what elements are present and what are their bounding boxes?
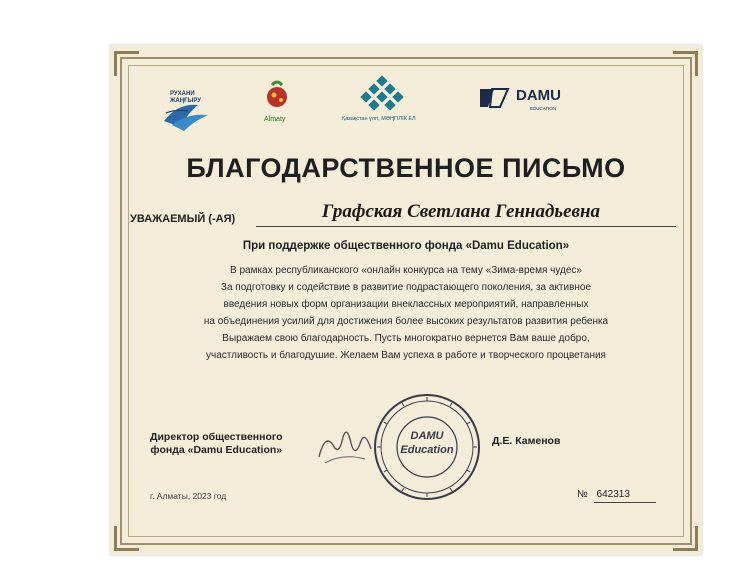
number-value: 642313 xyxy=(596,489,630,500)
body-line: введения новых форм организации внеклассных мероприятий, направленных xyxy=(223,299,589,310)
almaty-logo xyxy=(262,79,292,123)
stamp-line1: DAMU xyxy=(410,430,444,442)
kazakhstan-text: Қазақстан үлгі, МӘҢГІЛІК ЕЛ xyxy=(342,116,416,122)
body-line: участливость и благодушие. Желаем Вам успеха в работе и творческого процветания xyxy=(206,350,606,361)
number-symbol: № xyxy=(577,489,588,500)
city-year: г. Алматы, 2023 год xyxy=(150,491,227,501)
damu-sub: EDUCATION xyxy=(530,106,557,111)
damu-logo-icon xyxy=(478,85,512,111)
corner-ornament xyxy=(673,526,698,551)
corner-ornament xyxy=(114,526,139,551)
signature-icon xyxy=(315,423,375,469)
director-title xyxy=(150,431,283,457)
rukhani-logo xyxy=(158,83,216,138)
damu-logo xyxy=(478,85,561,116)
certificate-title: БЛАГОДАРСТВЕННОЕ ПИСЬМО xyxy=(186,153,626,183)
kazakhstan-logo xyxy=(342,75,416,122)
support-line: При поддержке общественного фонда «Damu Education» xyxy=(242,240,570,252)
signer-name: Д.Е. Каменов xyxy=(492,435,561,447)
body-line: В рамках республиканского «онлайн конкурса на тему «Зима-время чудес» xyxy=(230,265,582,276)
body-line: За подготовку и содействие в развитие подрастающего поколения, за активное xyxy=(220,282,592,293)
certificate-number xyxy=(577,489,630,500)
director-line1: Директор общественного xyxy=(150,431,283,443)
almaty-emblem-icon xyxy=(262,79,292,115)
official-stamp xyxy=(372,392,482,507)
dear-label: УВАЖАЕМЫЙ (-АЯ) xyxy=(130,213,236,225)
almaty-text: Almaty xyxy=(264,116,286,123)
recipient-underline xyxy=(256,226,676,227)
rukhani-line2: ЖАҢҒЫРУ xyxy=(170,98,202,104)
recipient-name: Графская Светлана Геннадьевна xyxy=(321,201,601,222)
ornament-emblem-icon xyxy=(354,75,410,115)
certificate-sheet xyxy=(110,45,702,555)
damu-text: DAMU xyxy=(516,87,561,104)
body-line: Выражаем свою благодарность. Пусть многократно вернется Вам ваше добро, xyxy=(222,333,590,344)
rukhani-line1: РУХАНИ xyxy=(170,91,195,97)
corner-ornament xyxy=(673,51,698,76)
stamp-line2: Education xyxy=(400,444,454,456)
director-line2: фонда «Damu Education» xyxy=(150,444,283,456)
number-underline xyxy=(594,502,656,503)
body-line: на объединения усилий для достижения более высоких результатов развития ребенка xyxy=(203,316,609,327)
corner-ornament xyxy=(114,51,139,76)
